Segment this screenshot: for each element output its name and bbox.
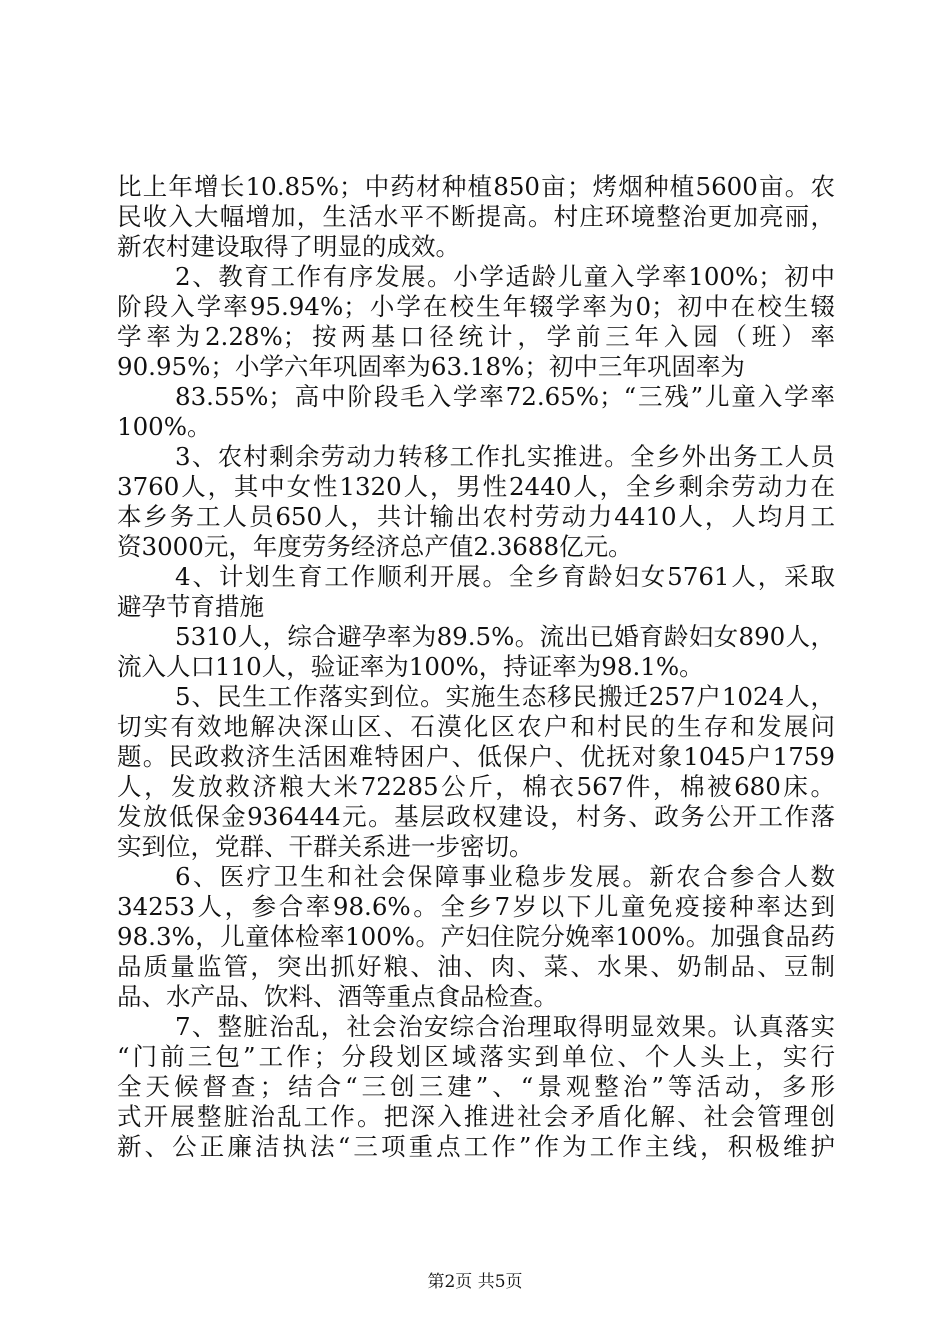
text-line: 比上年增长10.85%；中药材种植850亩；烤烟种植5600亩。农 [117,172,835,201]
text-line: 切实有效地解决深山区、石漠化区农户和村民的生存和发展问 [117,712,835,741]
text-line: 2、教育工作有序发展。小学适龄儿童入学率100%；初中 [175,262,835,291]
text-line: 阶段入学率95.94%；小学在校生年辍学率为0；初中在校生辍 [117,292,835,321]
text-line: 5310人，综合避孕率为89.5%。流出已婚育龄妇女890人， [175,622,835,651]
text-line: 避孕节育措施 [117,592,264,621]
text-line: 98.3%，儿童体检率100%。产妇住院分娩率100%。加强食品药 [117,922,835,951]
text-line: 5、民生工作落实到位。实施生态移民搬迁257户1024人， [175,682,835,711]
text-line: 34253人，参合率98.6%。全乡7岁以下儿童免疫接种率达到 [117,892,835,921]
text-line: 3760人，其中女性1320人，男性2440人，全乡剩余劳动力在 [117,472,835,501]
text-line: 新、公正廉洁执法“三项重点工作”作为工作主线，积极维护 [117,1132,835,1161]
text-line: 本乡务工人员650人，共计输出农村劳动力4410人，人均月工 [117,502,835,531]
page-footer: 第2页 共5页 [427,1272,523,1292]
document-body [117,172,835,1162]
text-line: “门前三包”工作；分段划区域落实到单位、个人头上，实行 [117,1042,835,1071]
text-line: 全天候督查；结合“三创三建”、“景观整治”等活动，多形 [117,1072,835,1101]
text-line: 人，发放救济粮大米72285公斤，棉衣567件，棉被680床。 [117,772,835,801]
text-line: 新农村建设取得了明显的成效。 [117,232,460,261]
text-line: 式开展整脏治乱工作。把深入推进社会矛盾化解、社会管理创 [117,1102,835,1131]
text-line: 品质量监管，突出抓好粮、油、肉、菜、水果、奶制品、豆制 [117,952,835,981]
text-line: 发放低保金936444元。基层政权建设，村务、政务公开工作落 [117,802,835,831]
text-line: 学率为2.28%；按两基口径统计，学前三年入园（班）率 [117,322,835,351]
text-line: 资3000元，年度劳务经济总产值2.3688亿元。 [117,532,633,561]
text-line: 3、农村剩余劳动力转移工作扎实推进。全乡外出务工人员 [175,442,835,471]
text-line: 90.95%；小学六年巩固率为63.18%；初中三年巩固率为 [117,352,745,381]
text-line: 83.55%；高中阶段毛入学率72.65%；“三残”儿童入学率 [175,382,835,411]
text-line: 4、计划生育工作顺利开展。全乡育龄妇女5761人，采取 [175,562,835,591]
text-line: 实到位，党群、干群关系进一步密切。 [117,832,534,861]
text-line: 民收入大幅增加，生活水平不断提高。村庄环境整治更加亮丽， [117,202,835,231]
text-line: 6、医疗卫生和社会保障事业稳步发展。新农合参合人数 [175,862,835,891]
text-line: 7、整脏治乱，社会治安综合治理取得明显效果。认真落实 [175,1012,835,1041]
text-line: 品、水产品、饮料、酒等重点食品检查。 [117,982,558,1011]
text-line: 流入人口110人，验证率为100%，持证率为98.1%。 [117,652,704,681]
text-line: 100%。 [117,412,212,441]
text-line: 题。民政救济生活困难特困户、低保户、优抚对象1045户1759 [117,742,835,771]
